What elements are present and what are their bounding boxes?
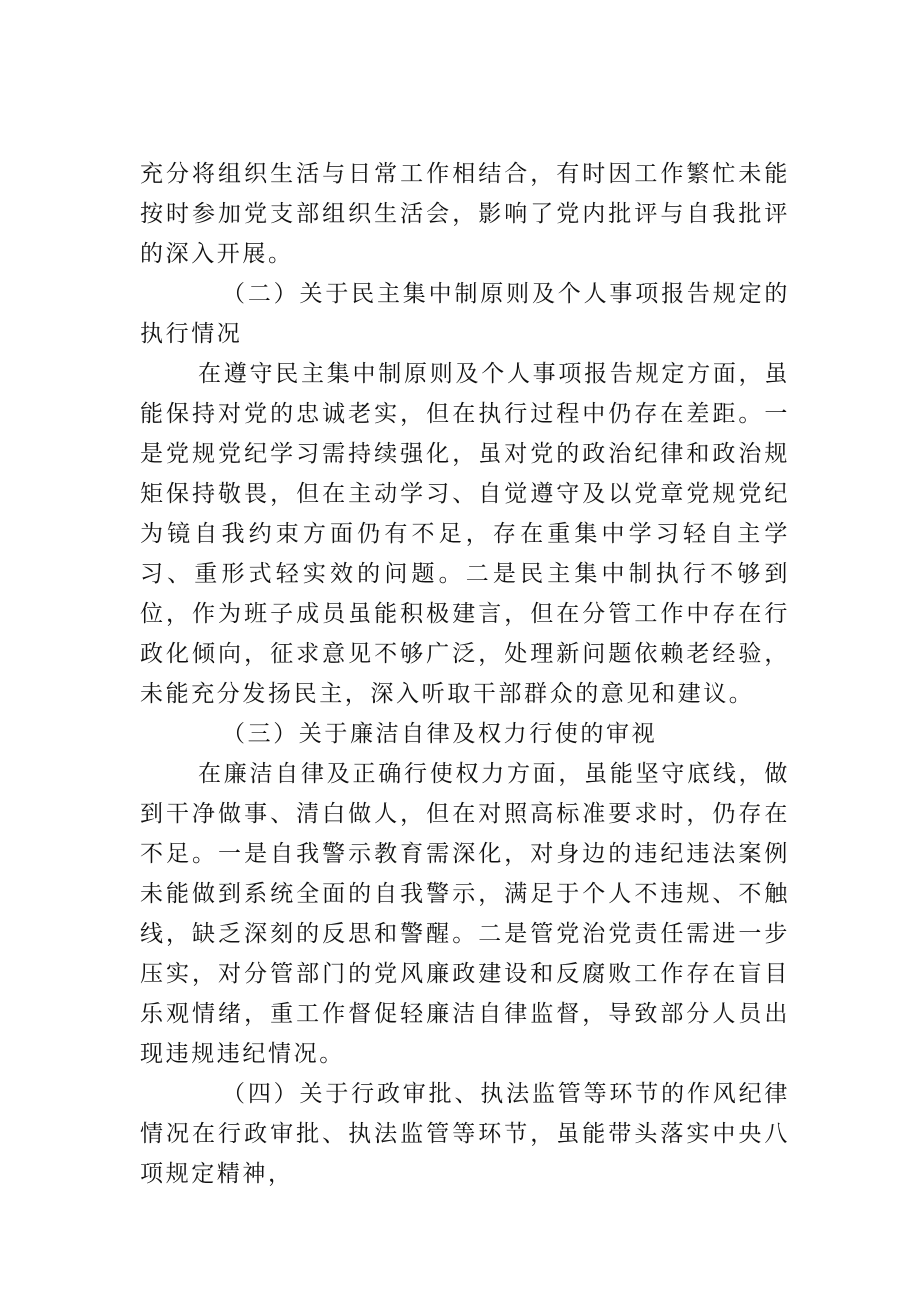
paragraph-democratic-centralism: 在遵守民主集中制原则及个人事项报告规定方面，虽能保持对党的忠诚老实，但在执行过程中仍存在差距。一是党规党纪学习需持续强化，虽对党的政治纪律和政治规矩保持敬畏，但在主动学习、自觉遵守及以党章党规党纪为镜自我约束方面仍有不足，存在重集中学习轻自主学习、重形式轻实效的问题。二是民主集中制执行不够到位，作为班子成员虽能积极建言，但在分管工作中存在行政化倾向，征求意见不够广泛，处理新问题依赖老经验，未能充分发扬民主，深入听取干部群众的意见和建议。 (140, 361, 790, 707)
paragraph-integrity: 在廉洁自律及正确行使权力方面，虽能坚守底线，做到干净做事、清白做人，但在对照高标准要求时，仍存在不足。一是自我警示教育需深化，对身边的违纪违法案例未能做到系统全面的自我警示，满足于个人不违规、不触线，缺乏深刻的反思和警醒。二是管党治党责任需进一步压实，对分管部门的党风廉政建设和反腐败工作存在盲目乐观情绪，重工作督促轻廉洁自律监督，导致部分人员出现违规违纪情况。 (140, 761, 790, 1067)
paragraph-continued: 充分将组织生活与日常工作相结合，有时因工作繁忙未能按时参加党支部组织生活会，影响了党内批评与自我批评的深入开展。 (140, 161, 790, 267)
section-heading-2: （二）关于民主集中制原则及个人事项报告规定的执行情况 (140, 281, 790, 347)
section-heading-4: （四）关于行政审批、执法监管等环节的作风纪律情况在行政审批、执法监管等环节，虽能带头落实中央八项规定精神， (140, 1081, 790, 1187)
section-heading-3: （三）关于廉洁自律及权力行使的审视 (222, 721, 658, 747)
document-body (140, 154, 790, 1194)
